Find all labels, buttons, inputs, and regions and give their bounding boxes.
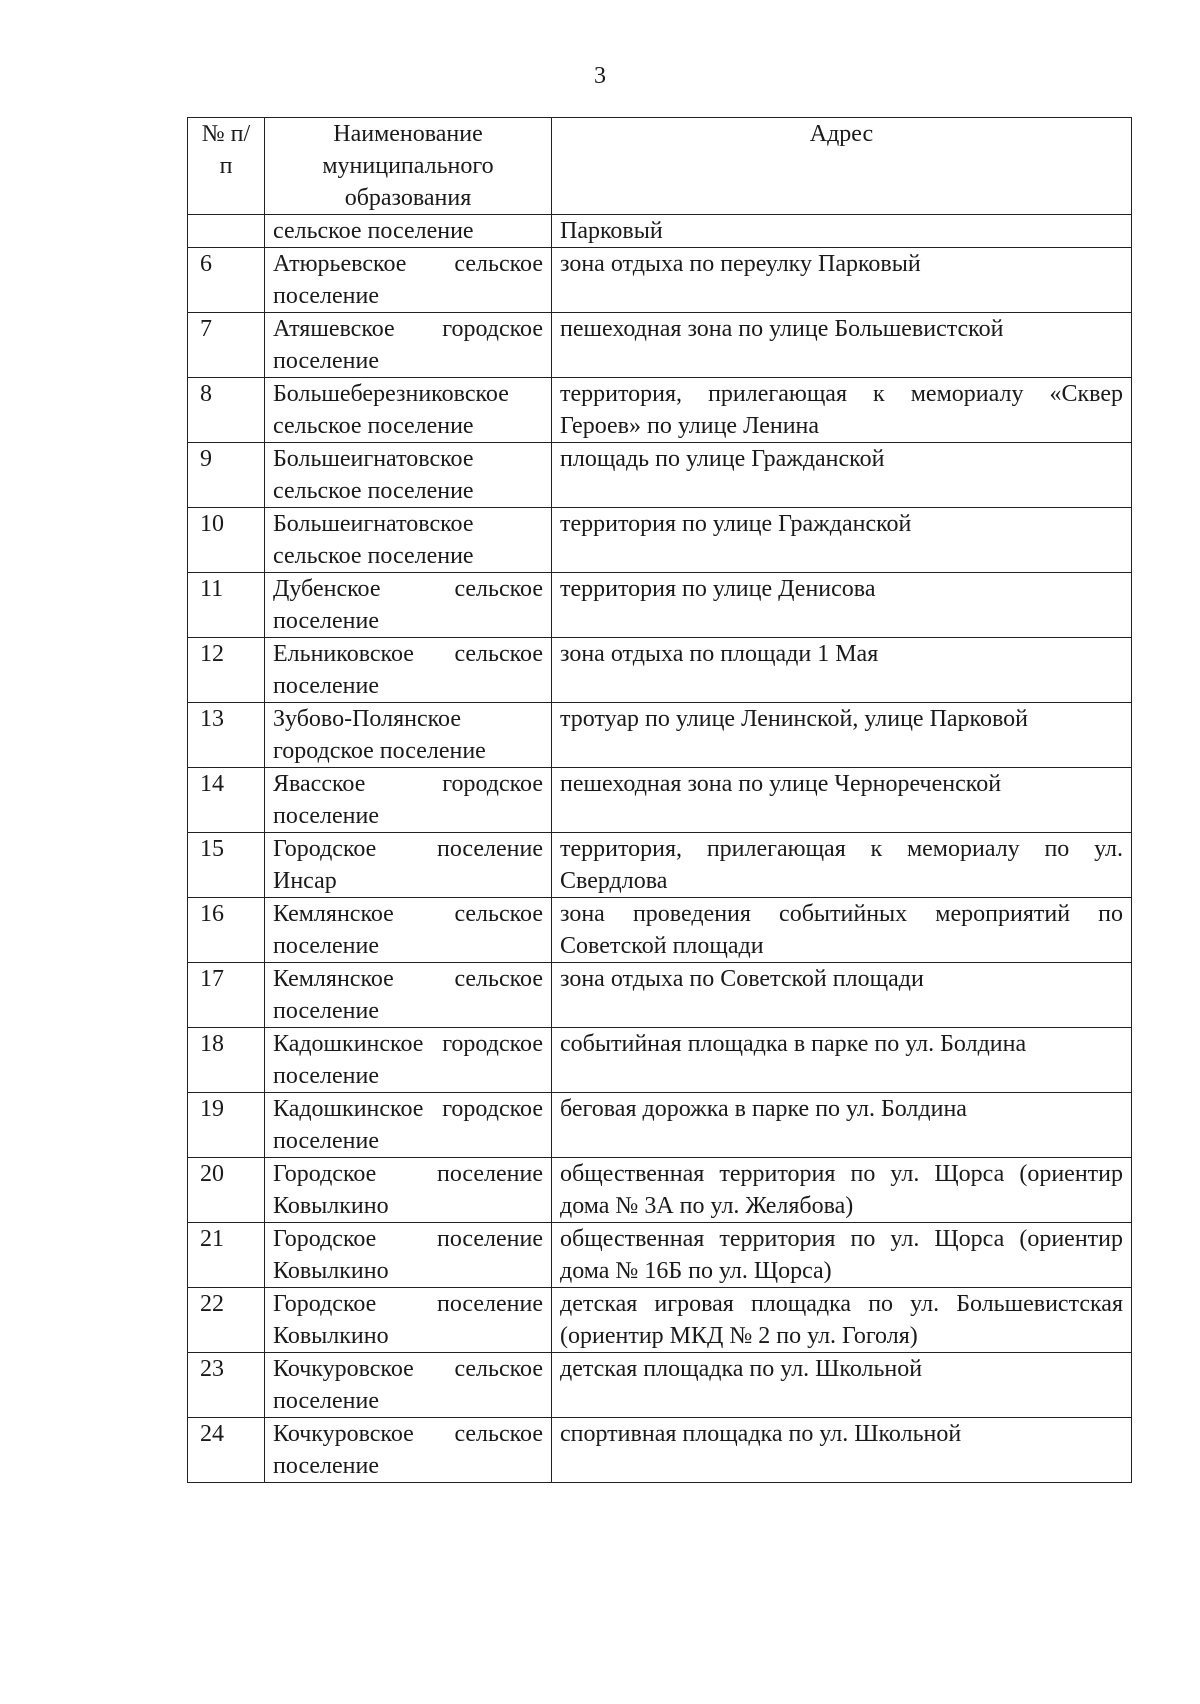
cell-num: 24 [188,1418,265,1483]
cell-name: Большеберезниковское сельское поселение [265,378,552,443]
cell-name: Большеигнатовское сельское поселение [265,508,552,573]
cell-num: 19 [188,1093,265,1158]
cell-address: территория, прилегающая к мемориалу «Сквер Героев» по улице Ленина [552,378,1132,443]
table-row [188,1418,1132,1483]
cell-num: 12 [188,638,265,703]
cell-name: Кемлянское сельское поселение [265,898,552,963]
cell-name: Большеигнатовское сельское поселение [265,443,552,508]
cell-name: Зубово-Полянское городское поселение [265,703,552,768]
cell-num: 6 [188,248,265,313]
table-row [188,1158,1132,1223]
table-row [188,1223,1132,1288]
cell-num: 7 [188,313,265,378]
cell-num: 21 [188,1223,265,1288]
cell-address: зона проведения событийных мероприятий по Советской площади [552,898,1132,963]
cell-name: Кемлянское сельское поселение [265,963,552,1028]
cell-address: тротуар по улице Ленинской, улице Парковой [552,703,1132,768]
table-body [188,215,1132,1483]
header-address: Адрес [552,118,1132,215]
header-name: Наименование муниципального образования [265,118,552,215]
cell-address: территория по улице Гражданской [552,508,1132,573]
cell-name: Кочкуровское сельское поселение [265,1353,552,1418]
cell-name: Кадошкинское городское поселение [265,1093,552,1158]
table-row [188,768,1132,833]
cell-address: детская площадка по ул. Школьной [552,1353,1132,1418]
table-header-row [188,118,1132,215]
table-row [188,1093,1132,1158]
cell-num: 15 [188,833,265,898]
header-num: № п/п [188,118,265,215]
table-row [188,378,1132,443]
cell-num: 22 [188,1288,265,1353]
cell-address: пешеходная зона по улице Большевистской [552,313,1132,378]
cell-num: 11 [188,573,265,638]
cell-name: Кадошкинское городское поселение [265,1028,552,1093]
cell-name: Атяшевское городское поселение [265,313,552,378]
cell-name: Кочкуровское сельское поселение [265,1418,552,1483]
cell-address: детская игровая площадка по ул. Большевистская (ориентир МКД № 2 по ул. Гоголя) [552,1288,1132,1353]
cell-address: площадь по улице Гражданской [552,443,1132,508]
cell-address: зона отдыха по площади 1 Мая [552,638,1132,703]
cell-num: 23 [188,1353,265,1418]
cell-num [188,215,265,248]
cell-name: Ельниковское сельское поселение [265,638,552,703]
cell-address: спортивная площадка по ул. Школьной [552,1418,1132,1483]
cell-name: Дубенское сельское поселение [265,573,552,638]
cell-name: Явасское городское поселение [265,768,552,833]
table-row [188,1028,1132,1093]
cell-num: 18 [188,1028,265,1093]
cell-name: Городское поселение Ковылкино [265,1223,552,1288]
cell-address: событийная площадка в парке по ул. Болдина [552,1028,1132,1093]
cell-num: 9 [188,443,265,508]
table-row [188,573,1132,638]
cell-num: 20 [188,1158,265,1223]
cell-num: 10 [188,508,265,573]
cell-name: Городское поселение Ковылкино [265,1158,552,1223]
cell-num: 17 [188,963,265,1028]
table-row [188,833,1132,898]
cell-name: Городское поселение Ковылкино [265,1288,552,1353]
cell-num: 14 [188,768,265,833]
table-row [188,963,1132,1028]
page-number: 3 [594,63,606,89]
table-row [188,313,1132,378]
table-row [188,443,1132,508]
table-row [188,703,1132,768]
table-row-continuation [188,215,1132,248]
cell-name: Атюрьевское сельское поселение [265,248,552,313]
cell-name: Городское поселение Инсар [265,833,552,898]
table-row [188,898,1132,963]
table-row [188,638,1132,703]
table-row [188,508,1132,573]
cell-name: сельское поселение [265,215,552,248]
cell-num: 13 [188,703,265,768]
cell-num: 16 [188,898,265,963]
cell-address: пешеходная зона по улице Чернореченской [552,768,1132,833]
cell-num: 8 [188,378,265,443]
table-row [188,1288,1132,1353]
cell-address: беговая дорожка в парке по ул. Болдина [552,1093,1132,1158]
cell-address: зона отдыха по переулку Парковый [552,248,1132,313]
table-row [188,1353,1132,1418]
cell-address: Парковый [552,215,1132,248]
municipal-territories-table [187,117,1132,1483]
cell-address: территория, прилегающая к мемориалу по ул. Свердлова [552,833,1132,898]
cell-address: общественная территория по ул. Щорса (ориентир дома № 3А по ул. Желябова) [552,1158,1132,1223]
cell-address: территория по улице Денисова [552,573,1132,638]
cell-address: общественная территория по ул. Щорса (ориентир дома № 16Б по ул. Щорса) [552,1223,1132,1288]
cell-address: зона отдыха по Советской площади [552,963,1132,1028]
table-row [188,248,1132,313]
